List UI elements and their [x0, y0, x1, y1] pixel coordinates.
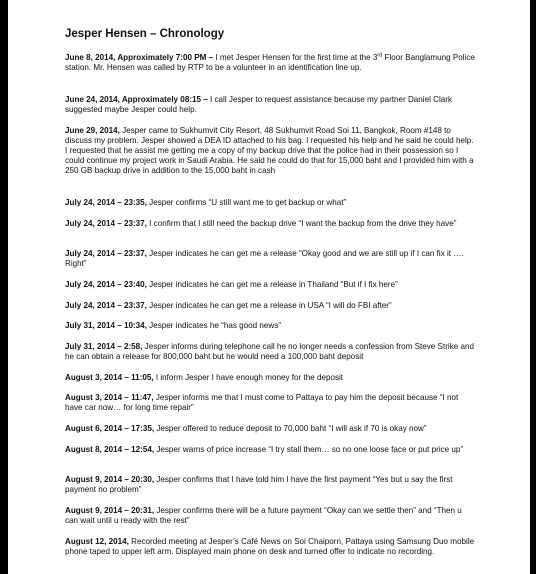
- chronology-entry: [65, 393, 475, 413]
- chronology-entry: [65, 424, 475, 434]
- document-title: Jesper Hensen – Chronology: [65, 28, 225, 40]
- chronology-entry: [65, 126, 475, 176]
- entry-text: Jesper confirms that I have told him I have the first payment “Yes but u say the first payment no problem”: [65, 475, 453, 494]
- entry-date: June 29, 2014,: [65, 126, 120, 135]
- entry-text: Jesper offered to reduce deposit to 70,000 baht “I will ask if 70 is okay now”: [154, 424, 427, 433]
- entry-superscript: rd: [377, 52, 383, 59]
- entry-text: Jesper indicates he can get me a release in Thailand “But if I fix here”: [146, 280, 398, 289]
- entry-date: July 24, 2014 – 23:35,: [65, 198, 147, 207]
- entry-date: July 24, 2014 – 23:37,: [65, 219, 147, 228]
- entry-text: Jesper warns of price increase “I try stall them… so no one loose face or put price up”: [154, 445, 464, 454]
- entry-date: August 6, 2014 – 17:35,: [65, 424, 155, 433]
- chronology-entry: [65, 445, 475, 455]
- entry-text: Jesper informs me that I must come to Pattaya to pay him the deposit because “I not have car now… for long time repair”: [65, 393, 459, 412]
- entry-text: Jesper indicates he can get me a release “Okay good and we are still up if I can fix it …. Right”: [65, 249, 464, 268]
- chronology-entry: [65, 321, 475, 331]
- entry-text: Floor Banglamung Police station. Mr. Hensen was called by RTP to be a volunteer in an identification line up.: [65, 53, 475, 72]
- chronology-entry: [65, 475, 475, 495]
- chronology-entry: [65, 53, 475, 73]
- entry-date: July 24, 2014 – 23:40,: [65, 280, 147, 289]
- entry-text: Jesper confirms there will be a future payment “Okay can we settle then” and “Then u can wait until u ready with the rest”: [65, 506, 462, 525]
- entry-date: July 31, 2014 – 10:34,: [65, 321, 147, 330]
- entry-text: Jesper indicates he “has good news”: [146, 321, 281, 330]
- entry-text: Jesper came to Sukhumvit City Resort, 48 Sukhumvit Road Soi 11, Bangkok, Room #148 to discuss my problem. Jesper showed a DEA ID attached to his bag. I requested his help and he said he could help. I requested that he assist me getting me a copy of my backup drive that the police had in their possession so I could continue my project work in Saudi Arabia. He said he could do that for 15,000 baht and I provided him with a 250 GB backup drive in addition to the 15,000 baht in cash: [65, 126, 474, 175]
- entry-date: August 8, 2014 – 12:54,: [65, 445, 155, 454]
- left-border: [0, 0, 8, 574]
- entry-text: Jesper informs during telephone call he no longer needs a confession from Steve Strike and he can obtain a release for 800,000 baht but he would need a 100,000 baht deposit: [65, 342, 474, 361]
- right-border: [530, 0, 536, 574]
- chronology-entry: [65, 342, 475, 362]
- entry-date: August 3, 2014 – 11:05,: [65, 373, 154, 382]
- entry-text: Jesper indicates he can get me a release in USA “I will do FBI after”: [146, 301, 392, 310]
- entry-date: June 8, 2014, Approximately 7:00 PM –: [65, 53, 214, 62]
- entry-date: August 9, 2014 – 20:30,: [65, 475, 155, 484]
- chronology-entry: [65, 219, 475, 229]
- entry-text: I inform Jesper I have enough money for the deposit: [153, 373, 344, 382]
- entry-text: I confirm that I still need the backup drive “I want the backup from the drive they have”: [146, 219, 457, 228]
- chronology-entry: [65, 198, 475, 208]
- entry-date: August 12, 2014,: [65, 537, 129, 546]
- chronology-entry: [65, 373, 475, 383]
- entry-text: I met Jesper Hensen for the first time at the 3: [213, 53, 378, 62]
- chronology-entry: [65, 301, 475, 311]
- entry-date: August 3, 2014 – 11:47,: [65, 393, 154, 402]
- chronology-entry: [65, 506, 475, 526]
- chronology-entry: [65, 537, 475, 557]
- chronology-entry: [65, 95, 475, 115]
- entry-date: June 24, 2014, Approximately 08:15 –: [65, 95, 208, 104]
- entry-text: Recorded meeting at Jesper’s Café News on Soi Chaiporn, Pattaya using Samsung Duo mobile phone taped to upper left arm. Displayed main phone on desk and turned offer to indicate no recording.: [65, 537, 475, 556]
- chronology-entry: [65, 280, 475, 290]
- chronology-entry: [65, 249, 475, 269]
- entry-date: August 9, 2014 – 20:31,: [65, 506, 155, 515]
- entry-text: I call Jesper to request assistance because my partner Daniel Clark suggested maybe Jesper could help.: [65, 95, 453, 114]
- entry-date: July 24, 2014 – 23:37,: [65, 301, 147, 310]
- entry-date: July 31, 2014 – 2:58,: [65, 342, 143, 351]
- entry-date: July 24, 2014 – 23:37,: [65, 249, 147, 258]
- entry-text: Jesper confirms “U still want me to get backup or what”: [146, 198, 347, 207]
